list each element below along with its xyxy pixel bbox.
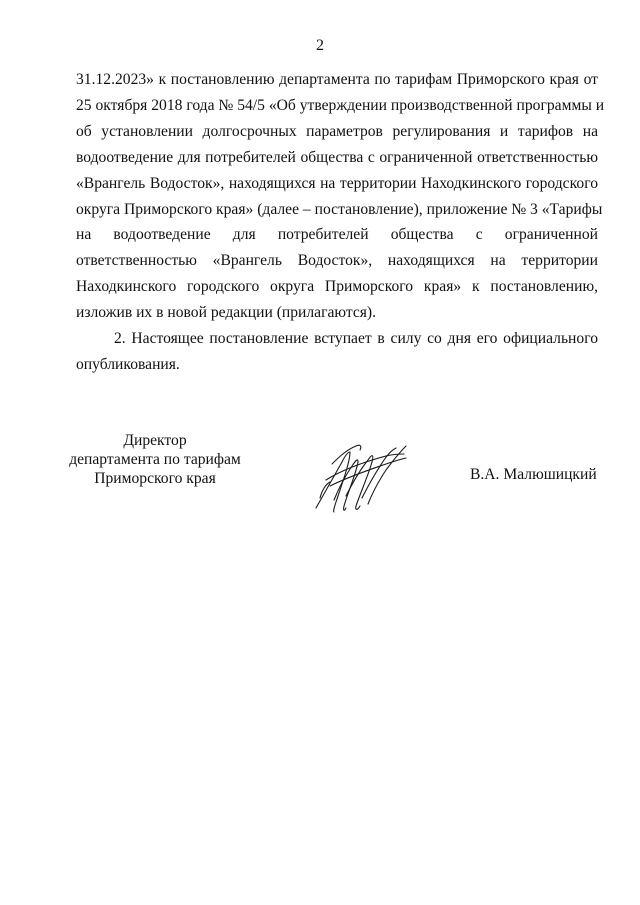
paragraph-2 xyxy=(76,326,598,378)
paragraph-1-line: ответственностью «Врангель Водосток», находящихся на территории xyxy=(76,252,598,270)
paragraph-1-line: 25 октября 2018 года № 54/5 «Об утверждении производственной программы и xyxy=(76,96,605,114)
paragraph-1-line: водоотведение для потребителей общества с ограниченной ответственностью xyxy=(76,148,598,166)
paragraph-1-line: на водоотведение для потребителей общества с ограниченной xyxy=(76,226,598,244)
paragraph-1-line: изложив их в новой редакции (прилагаются). xyxy=(76,304,377,322)
paragraph-1-line: «Врангель Водосток», находящихся на территории Находкинского городского xyxy=(76,174,598,192)
paragraph-1-line: Находкинского городского округа Приморского края» к постановлению, xyxy=(76,278,598,296)
signer-position-line: Директор xyxy=(123,432,187,449)
signer-position-line: Приморского края xyxy=(94,470,216,487)
signer-position-line: департамента по тарифам xyxy=(69,451,241,468)
paragraph-1-line: 31.12.2023» к постановлению департамента по тарифам Приморского края от xyxy=(76,71,598,88)
paragraph-2-line: опубликования. xyxy=(76,355,180,373)
page-number: 2 xyxy=(316,37,324,54)
paragraph-1-line: об установлении долгосрочных параметров регулирования и тарифов на xyxy=(76,122,598,140)
signer-position xyxy=(60,431,250,488)
paragraph-2-line: 2. Настоящее постановление вступает в силу со дня его официального xyxy=(114,330,598,347)
handwritten-signature xyxy=(312,440,416,520)
paragraph-1 xyxy=(76,67,605,326)
paragraph-1-line: округа Приморского края» (далее – постановление), приложение № 3 «Тарифы xyxy=(76,200,603,218)
signer-name: В.А. Малюшицкий xyxy=(470,466,597,483)
